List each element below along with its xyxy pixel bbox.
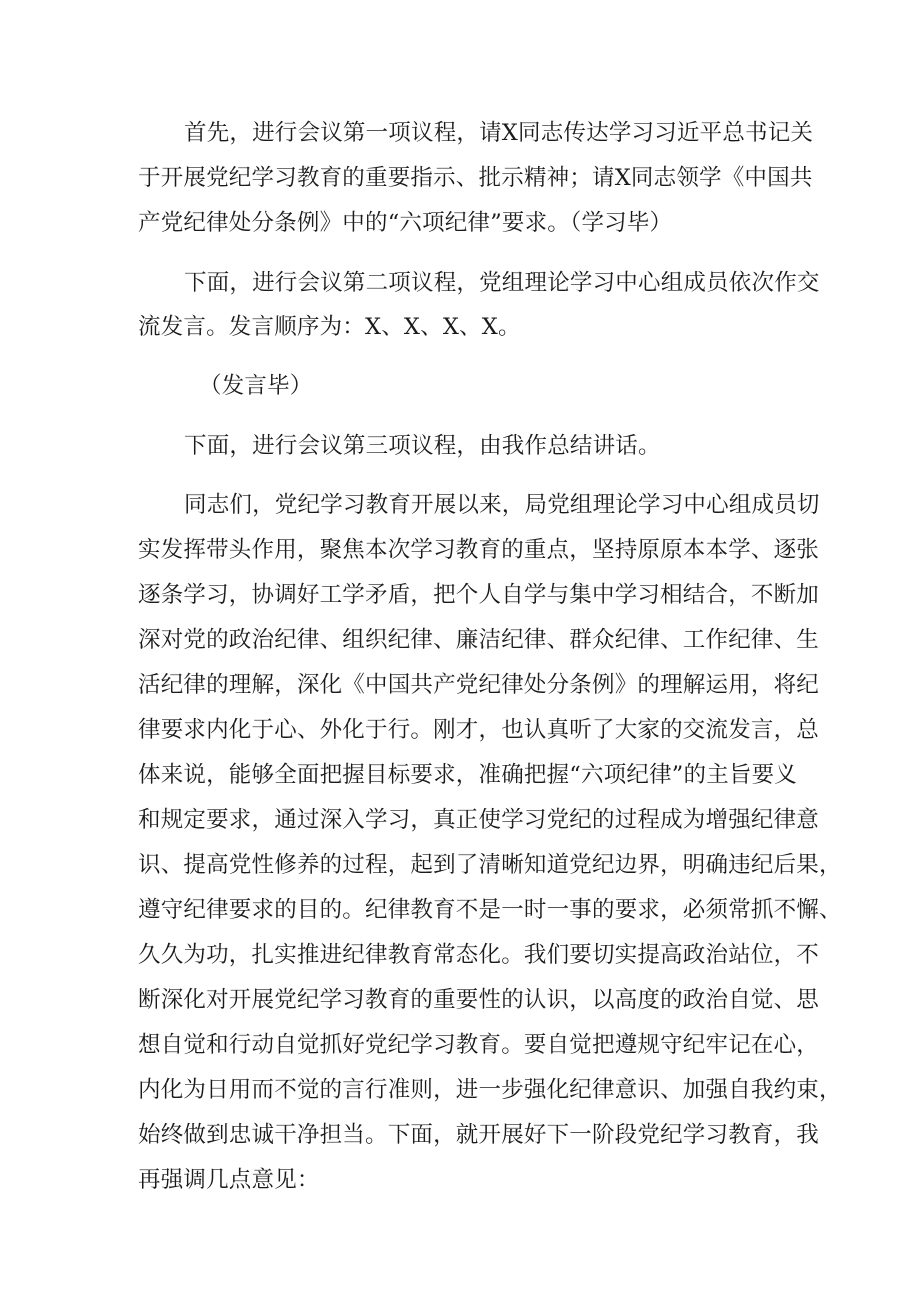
text-line: 逐条学习，协调好工学矛盾，把个人自学与集中学习相结合，不断加 xyxy=(138,582,820,608)
text-line: 始终做到忠诚干净担当。下面，就开展好下一阶段党纪学习教育，我 xyxy=(138,1122,820,1148)
text-line: 再强调几点意见： xyxy=(138,1167,320,1193)
text-line: 同志们，党纪学习教育开展以来，局党组理论学习中心组成员切 xyxy=(184,492,820,518)
text-line: 和规定要求，通过深入学习，真正使学习党纪的过程成为增强纪律意 xyxy=(138,807,820,833)
text-line: 深对党的政治纪律、组织纪律、廉洁纪律、群众纪律、工作纪律、生 xyxy=(138,627,820,653)
text-line: 久久为功，扎实推进纪律教育常态化。我们要切实提高政治站位，不 xyxy=(138,942,820,968)
text-line: 实发挥带头作用，聚焦本次学习教育的重点，坚持原原本本学、逐张 xyxy=(138,537,820,563)
text-line: 首先，进行会议第一项议程，请X同志传达学习习近平总书记关 xyxy=(184,120,814,146)
text-line: 律要求内化于心、外化于行。刚才，也认真听了大家的交流发言，总 xyxy=(138,717,820,743)
text-line: 断深化对开展党纪学习教育的重要性的认识，以高度的政治自觉、思 xyxy=(138,987,820,1013)
text-line: 流发言。发言顺序为：X、X、X、X。 xyxy=(138,314,521,340)
text-line: 体来说，能够全面把握目标要求，准确把握“六项纪律”的主旨要义 xyxy=(138,762,798,788)
text-line: 下面，进行会议第三项议程，由我作总结讲话。 xyxy=(184,433,661,459)
text-line: 遵守纪律要求的目的。纪律教育不是一时一事的要求，必须常抓不懈、 xyxy=(138,897,842,923)
text-line: 想自觉和行动自觉抓好党纪学习教育。要自觉把遵规守纪牢记在心， xyxy=(138,1032,820,1058)
text-line: 下面，进行会议第二项议程，党组理论学习中心组成员依次作交 xyxy=(184,270,820,296)
text-line: 产党纪律处分条例》中的“六项纪律”要求。（学习毕） xyxy=(138,210,673,236)
text-line: 内化为日用而不觉的言行准则，进一步强化纪律意识、加强自我约束， xyxy=(138,1077,842,1103)
text-line: （发言毕） xyxy=(199,373,313,399)
text-line: 于开展党纪学习教育的重要指示、批示精神；请X同志领学《中国共 xyxy=(138,165,813,191)
text-line: 活纪律的理解，深化《中国共产党纪律处分条例》的理解运用，将纪 xyxy=(138,672,820,698)
text-line: 识、提高党性修养的过程，起到了清晰知道党纪边界，明确违纪后果， xyxy=(138,852,842,878)
